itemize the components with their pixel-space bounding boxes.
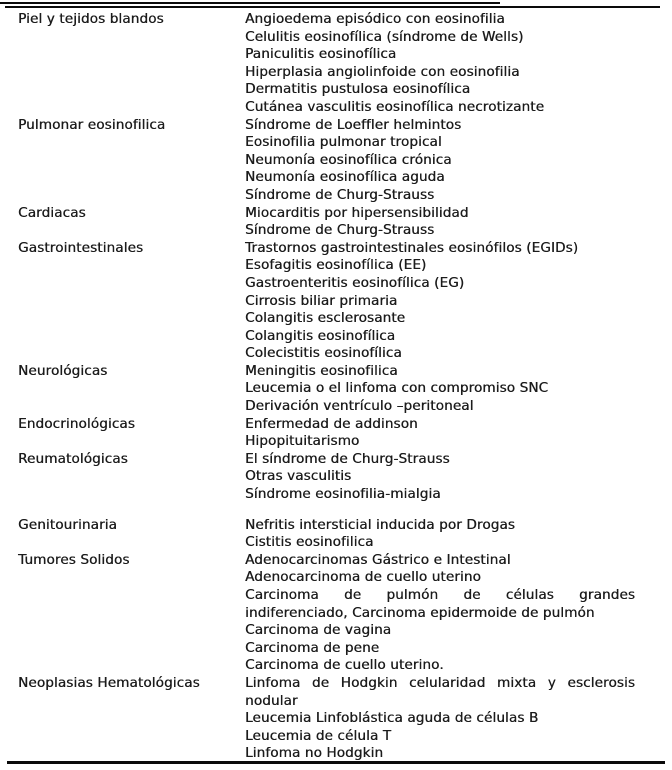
condition-line: Carcinoma de vagina <box>245 622 392 639</box>
condition-line: Adenocarcinomas Gástrico e Intestinal <box>245 551 511 568</box>
category-cell: Reumatológicas <box>18 450 128 467</box>
condition-line: Carcinoma de pulmón de células grandes <box>245 587 635 603</box>
table-section <box>0 552 672 675</box>
condition-line: Colangitis esclerosante <box>245 310 406 327</box>
category-cell: Cardiacas <box>18 204 86 221</box>
condition-line: Síndrome eosinofilia-mialgia <box>245 486 441 503</box>
condition-line: Neumonía eosinofílica crónica <box>245 151 452 168</box>
condition-line: Carcinoma de pene <box>245 639 380 656</box>
condition-line: Enfermedad de addinson <box>245 415 418 432</box>
condition-line: Nefritis intersticial inducida por Drogas <box>245 516 515 533</box>
condition-line: El síndrome de Churg-Strauss <box>245 450 450 467</box>
category-cell: Piel y tejidos blandos <box>18 11 164 27</box>
scan-artifact-line <box>0 2 500 4</box>
associations-table <box>0 11 672 763</box>
condition-line: Linfoma no Hodgkin <box>245 745 384 762</box>
condition-line: Miocarditis por hipersensibilidad <box>245 204 469 221</box>
conditions-cell <box>245 552 635 675</box>
condition-line: Adenocarcinoma de cuello uterino <box>245 569 481 586</box>
condition-line: Eosinofilia pulmonar tropical <box>245 134 442 151</box>
condition-line: Paniculitis eosinofílica <box>245 46 397 63</box>
conditions-cell <box>245 416 635 451</box>
table-section <box>0 363 672 416</box>
condition-line: Leucemia de célula T <box>245 727 392 744</box>
table-section <box>0 240 672 363</box>
table-section <box>0 416 672 451</box>
conditions-cell <box>245 451 635 504</box>
conditions-cell <box>245 363 635 416</box>
condition-line: Cutánea vasculitis eosinofílica necrotizante <box>245 98 545 115</box>
condition-line: Síndrome de Loeffler helmintos <box>245 116 462 133</box>
category-cell: Endocrinológicas <box>18 415 135 432</box>
table-section <box>0 517 672 552</box>
condition-line: Colecistitis eosinofílica <box>245 345 402 362</box>
condition-line: Celulitis eosinofílica (síndrome de Wells) <box>245 28 524 45</box>
table-section <box>0 117 672 205</box>
condition-line: Carcinoma de cuello uterino. <box>245 657 444 674</box>
condition-line: Meningitis eosinofilica <box>245 362 398 379</box>
condition-line: Hiperplasia angiolinfoide con eosinofilia <box>245 63 520 80</box>
condition-line: nodular <box>245 692 298 709</box>
condition-line: Cirrosis biliar primaria <box>245 292 398 309</box>
conditions-cell <box>245 205 635 240</box>
conditions-cell <box>245 675 635 763</box>
condition-line: Colangitis eosinofílica <box>245 327 396 344</box>
condition-line: Síndrome de Churg-Strauss <box>245 186 435 203</box>
condition-line: Linfoma de Hodgkin celularidad mixta y esclerosis <box>245 674 635 691</box>
condition-line: Esofagitis eosinofílica (EE) <box>245 257 427 274</box>
table-section <box>0 675 672 763</box>
conditions-cell <box>245 117 635 205</box>
condition-line: Cistitis eosinofilica <box>245 534 374 551</box>
table-bottom-rule <box>7 761 665 764</box>
category-cell: Genitourinaria <box>18 516 117 533</box>
category-cell: Neurológicas <box>18 362 108 379</box>
condition-line: Leucemia Linfoblástica aguda de células B <box>245 710 539 727</box>
condition-line: Angioedema episódico con eosinofilia <box>245 11 505 27</box>
condition-line: indiferenciado, Carcinoma epidermoide de pulmón <box>245 604 595 621</box>
category-cell: Pulmonar eosinofilica <box>18 116 166 133</box>
condition-line: Neumonía eosinofílica aguda <box>245 169 445 186</box>
conditions-cell <box>245 240 635 363</box>
condition-line: Gastroenteritis eosinofílica (EG) <box>245 274 465 291</box>
table-section <box>0 205 672 240</box>
condition-line: Derivación ventrículo –peritoneal <box>245 398 474 415</box>
condition-line: Leucemia o el linfoma con compromiso SNC <box>245 380 549 397</box>
category-cell: Neoplasias Hematológicas <box>18 674 200 691</box>
category-cell: Tumores Solidos <box>18 551 130 568</box>
condition-line: Otras vasculitis <box>245 468 352 485</box>
condition-line: Síndrome de Churg-Strauss <box>245 222 435 239</box>
conditions-cell <box>245 11 635 117</box>
condition-line: Hipopituitarismo <box>245 433 360 450</box>
condition-line: Dermatitis pustulosa eosinofílica <box>245 81 471 98</box>
table-top-rule <box>5 6 660 8</box>
conditions-cell <box>245 517 635 552</box>
condition-line: Trastornos gastrointestinales eosinófilos (EGIDs) <box>245 239 579 256</box>
table-section <box>0 11 672 117</box>
table-section <box>0 451 672 504</box>
category-cell: Gastrointestinales <box>18 239 144 256</box>
